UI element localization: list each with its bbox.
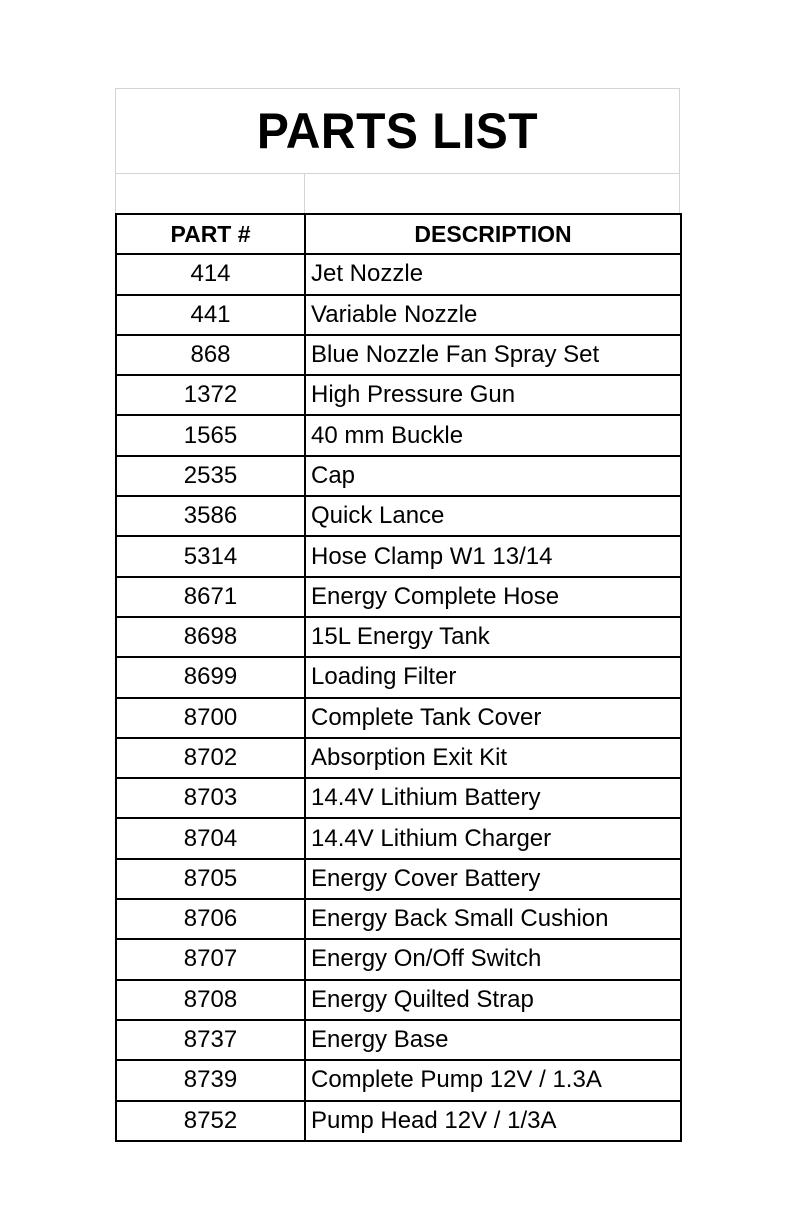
description-cell: Complete Tank Cover xyxy=(305,698,681,738)
parts-table-body xyxy=(116,254,681,1141)
description-cell: Complete Pump 12V / 1.3A xyxy=(305,1060,681,1100)
table-row xyxy=(116,698,681,738)
part-number-cell: 8703 xyxy=(116,778,305,818)
blank-cell-part xyxy=(116,174,305,213)
part-number-cell: 8705 xyxy=(116,859,305,899)
part-number-cell: 8699 xyxy=(116,657,305,697)
table-row xyxy=(116,859,681,899)
part-number-cell: 1372 xyxy=(116,375,305,415)
table-row xyxy=(116,295,681,335)
description-cell: Variable Nozzle xyxy=(305,295,681,335)
part-number-cell: 868 xyxy=(116,335,305,375)
part-number-cell: 8704 xyxy=(116,818,305,858)
description-cell: Energy On/Off Switch xyxy=(305,939,681,979)
table-header-row xyxy=(116,214,681,254)
part-number-cell: 8671 xyxy=(116,577,305,617)
table-row xyxy=(116,939,681,979)
description-cell: Loading Filter xyxy=(305,657,681,697)
description-cell: Energy Cover Battery xyxy=(305,859,681,899)
part-number-cell: 8708 xyxy=(116,980,305,1020)
description-cell: Hose Clamp W1 13/14 xyxy=(305,536,681,576)
description-cell: Energy Back Small Cushion xyxy=(305,899,681,939)
description-cell: Quick Lance xyxy=(305,496,681,536)
table-row xyxy=(116,375,681,415)
table-row xyxy=(116,738,681,778)
blank-cell-description xyxy=(305,174,679,213)
parts-table xyxy=(115,213,682,1142)
description-cell: Pump Head 12V / 1/3A xyxy=(305,1101,681,1141)
part-number-cell: 8698 xyxy=(116,617,305,657)
description-cell: Energy Quilted Strap xyxy=(305,980,681,1020)
table-row xyxy=(116,536,681,576)
page-title: PARTS LIST xyxy=(256,103,539,159)
description-cell: 14.4V Lithium Charger xyxy=(305,818,681,858)
description-cell: Absorption Exit Kit xyxy=(305,738,681,778)
part-number-cell: 8700 xyxy=(116,698,305,738)
table-row xyxy=(116,899,681,939)
parts-list-sheet xyxy=(115,88,680,1142)
part-number-cell: 1565 xyxy=(116,415,305,455)
table-row xyxy=(116,1101,681,1141)
description-cell: Energy Complete Hose xyxy=(305,577,681,617)
table-row xyxy=(116,818,681,858)
table-row xyxy=(116,496,681,536)
description-cell: 14.4V Lithium Battery xyxy=(305,778,681,818)
column-header-description: DESCRIPTION xyxy=(305,214,681,254)
table-row xyxy=(116,980,681,1020)
part-number-cell: 414 xyxy=(116,254,305,294)
table-row xyxy=(116,657,681,697)
table-row xyxy=(116,577,681,617)
description-cell: Blue Nozzle Fan Spray Set xyxy=(305,335,681,375)
description-cell: Jet Nozzle xyxy=(305,254,681,294)
part-number-cell: 3586 xyxy=(116,496,305,536)
description-cell: 15L Energy Tank xyxy=(305,617,681,657)
part-number-cell: 5314 xyxy=(116,536,305,576)
column-header-part: PART # xyxy=(116,214,305,254)
description-cell: Energy Base xyxy=(305,1020,681,1060)
part-number-cell: 8752 xyxy=(116,1101,305,1141)
table-row xyxy=(116,1020,681,1060)
table-row xyxy=(116,1060,681,1100)
part-number-cell: 2535 xyxy=(116,456,305,496)
table-row xyxy=(116,456,681,496)
part-number-cell: 8737 xyxy=(116,1020,305,1060)
part-number-cell: 8739 xyxy=(116,1060,305,1100)
table-row xyxy=(116,778,681,818)
part-number-cell: 8707 xyxy=(116,939,305,979)
description-cell: 40 mm Buckle xyxy=(305,415,681,455)
description-cell: High Pressure Gun xyxy=(305,375,681,415)
title-cell xyxy=(115,88,680,174)
part-number-cell: 441 xyxy=(116,295,305,335)
part-number-cell: 8706 xyxy=(116,899,305,939)
table-row xyxy=(116,335,681,375)
blank-row xyxy=(115,174,680,213)
table-row xyxy=(116,254,681,294)
table-row xyxy=(116,415,681,455)
table-row xyxy=(116,617,681,657)
part-number-cell: 8702 xyxy=(116,738,305,778)
description-cell: Cap xyxy=(305,456,681,496)
